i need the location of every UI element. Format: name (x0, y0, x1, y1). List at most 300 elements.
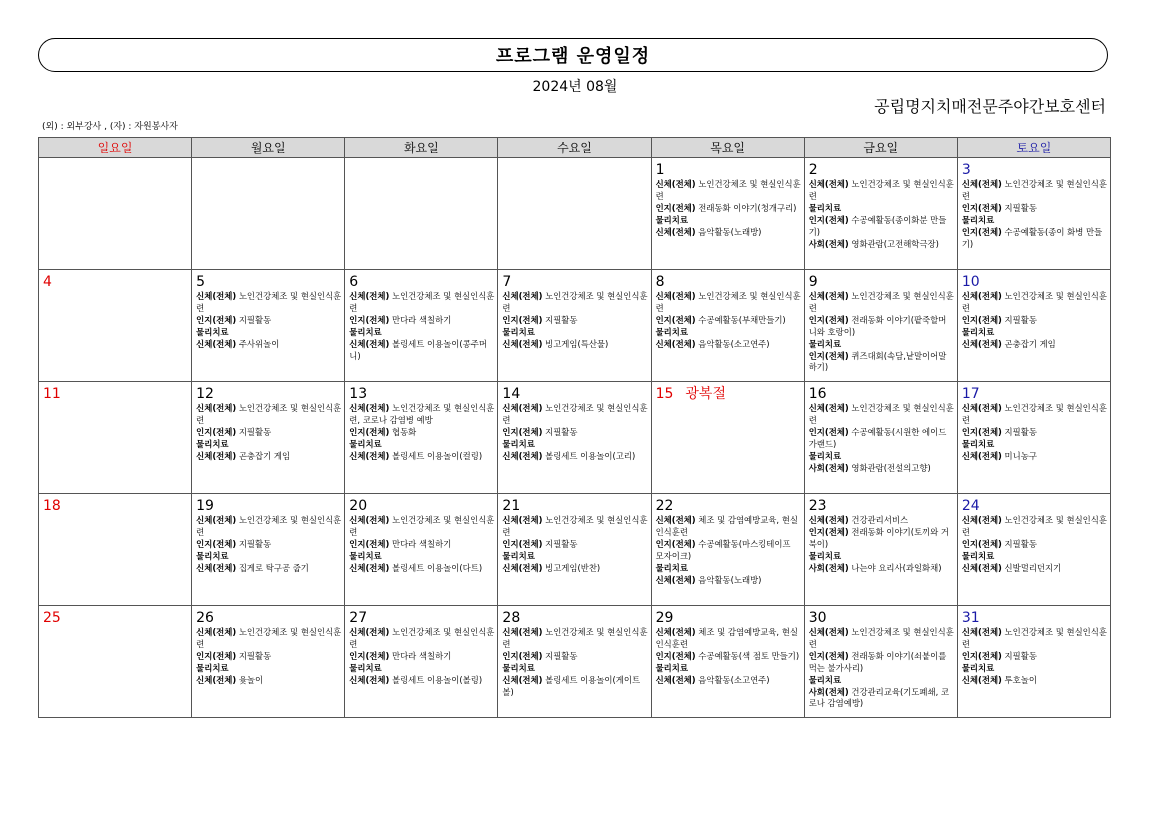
activity-list (656, 515, 801, 586)
activity-category: 물리치료 (961, 662, 995, 673)
activity-item (656, 515, 801, 539)
day-number: 30 (808, 610, 827, 626)
activity-list (196, 515, 341, 575)
day-number: 26 (196, 610, 214, 626)
activity-list (196, 403, 341, 463)
weekday-monday: 월요일 (192, 138, 345, 158)
day-header (196, 495, 341, 514)
activity-category: 신체(전체) (502, 338, 543, 349)
day-cell (804, 606, 957, 718)
activity-category: 인지(전체) (961, 538, 1002, 549)
activity-text: 볼링세트 이용놀이(고리) (545, 450, 636, 461)
activity-category: 물리치료 (961, 550, 995, 561)
activity-text: 노인건강체조 및 현실인식훈련 (196, 515, 342, 537)
activity-item (349, 291, 494, 315)
activity-text: 만다라 색칠하기 (391, 650, 452, 661)
activity-text: 빙고게임(반찬) (545, 562, 601, 573)
activity-text: 지필활동 (238, 650, 272, 661)
day-cell (345, 606, 498, 718)
activity-list (809, 515, 954, 575)
activity-category: 신체(전체) (502, 450, 543, 461)
activity-text: 노인건강체조 및 현실인식훈련 (808, 403, 954, 425)
activity-list (962, 515, 1107, 575)
activity-category: 인지(전체) (961, 426, 1002, 437)
activity-category: 신체(전체) (808, 515, 849, 525)
activity-text: 노인건강체조 및 현실인식훈련, 코로나 감염병 예방 (349, 403, 495, 425)
day-cell (345, 270, 498, 382)
activity-text: 윷놀이 (238, 674, 264, 685)
activity-category: 물리치료 (502, 438, 535, 449)
activity-item (656, 675, 801, 687)
activity-text: 퀴즈대회(속담,낱말이어말하기) (808, 350, 947, 373)
activity-item (962, 651, 1107, 663)
activity-list (196, 291, 341, 351)
day-cell (804, 494, 957, 606)
activity-category: 신체(전체) (961, 674, 1002, 685)
day-cell (804, 270, 957, 382)
activity-text: 음악활동(노래방) (698, 226, 762, 237)
activity-text: 지필활동 (238, 426, 272, 437)
activity-item (656, 627, 801, 651)
activity-category: 물리치료 (655, 326, 688, 337)
activity-category: 인지(전체) (502, 538, 543, 549)
activity-category: 신체(전체) (196, 562, 237, 573)
activity-item (656, 215, 801, 227)
activity-text: 미니농구 (1004, 450, 1037, 461)
activity-list (962, 291, 1107, 351)
activity-text: 볼링세트 이용놀이(볼링) (391, 674, 483, 685)
day-header (502, 495, 647, 514)
activity-category: 신체(전체) (655, 291, 696, 301)
activity-category: 신체(전체) (961, 450, 1002, 461)
title-banner (38, 38, 1108, 72)
activity-text: 수공예활동(부채만들기) (698, 314, 786, 325)
activity-item (809, 463, 954, 475)
day-number: 12 (196, 386, 214, 402)
activity-category: 인지(전체) (196, 538, 237, 549)
day-number: 13 (349, 386, 368, 402)
activity-text: 노인건강체조 및 현실인식훈련 (808, 291, 954, 313)
activity-category: 신체(전체) (961, 338, 1002, 349)
activity-text: 곤충잡기 게임 (1004, 338, 1056, 349)
activity-item (349, 451, 494, 463)
activity-list (502, 515, 647, 575)
day-number: 9 (808, 274, 818, 290)
activity-category: 인지(전체) (961, 226, 1002, 237)
activity-text: 노인건강체조 및 현실인식훈련 (196, 403, 342, 425)
activity-text: 노인건강체조 및 현실인식훈련 (961, 515, 1107, 537)
day-number: 11 (43, 386, 61, 402)
day-number: 21 (502, 498, 521, 514)
activity-category: 물리치료 (961, 214, 995, 225)
activity-category: 사회(전체) (808, 462, 849, 473)
day-number: 6 (349, 274, 359, 290)
activity-item (656, 663, 801, 675)
activity-item (196, 627, 341, 651)
day-header (962, 607, 1107, 626)
day-number: 2 (808, 162, 818, 178)
activity-category: 신체(전체) (349, 450, 390, 461)
activity-item (196, 327, 341, 339)
activity-item (196, 651, 341, 663)
day-header (656, 607, 801, 626)
weekday-wednesday: 수요일 (498, 138, 651, 158)
activity-category: 인지(전체) (808, 426, 849, 437)
activity-list (502, 291, 647, 351)
activity-item (196, 339, 341, 351)
activity-item (196, 427, 341, 439)
activity-item (962, 227, 1107, 251)
day-number: 16 (808, 386, 827, 402)
activity-item (809, 239, 954, 251)
activity-category: 신체(전체) (196, 291, 237, 301)
activity-item (962, 427, 1107, 439)
activity-list (809, 179, 954, 250)
activity-list (349, 291, 494, 362)
activity-text: 노인건강체조 및 현실인식훈련 (502, 291, 648, 313)
activity-category: 신체(전체) (961, 403, 1002, 413)
activity-category: 신체(전체) (961, 179, 1002, 189)
activity-item (349, 515, 494, 539)
activity-text: 투호놀이 (1004, 674, 1037, 685)
activity-list (809, 403, 954, 474)
day-header (349, 383, 494, 402)
activity-category: 물리치료 (961, 326, 995, 337)
activity-category: 신체(전체) (808, 627, 849, 637)
activity-category: 신체(전체) (655, 338, 696, 349)
activity-category: 인지(전체) (808, 526, 849, 537)
calendar-table (38, 137, 1111, 718)
activity-text: 노인건강체조 및 현실인식훈련 (502, 627, 648, 649)
day-cell (498, 606, 651, 718)
day-cell (39, 494, 192, 606)
day-cell (651, 606, 804, 718)
activity-text: 영화관람(고전해학극장) (851, 238, 939, 249)
activity-item (809, 203, 954, 215)
activity-item (809, 551, 954, 563)
day-number: 19 (196, 498, 214, 514)
day-number: 25 (43, 610, 61, 626)
activity-category: 인지(전체) (655, 202, 696, 213)
activity-item (196, 563, 341, 575)
activity-item (809, 451, 954, 463)
activity-item (349, 563, 494, 575)
activity-text: 신발멀리던지기 (1004, 562, 1062, 573)
activity-category: 신체(전체) (502, 562, 543, 573)
activity-item (196, 403, 341, 427)
activity-text: 지필활동 (238, 538, 272, 549)
activity-category: 물리치료 (808, 338, 842, 349)
activity-item (502, 551, 647, 563)
activity-category: 물리치료 (961, 438, 995, 449)
day-header (656, 495, 801, 514)
day-cell (957, 606, 1110, 718)
activity-text: 노인건강체조 및 현실인식훈련 (808, 627, 954, 649)
day-header (809, 159, 954, 178)
activity-text: 주사위놀이 (238, 338, 280, 349)
activity-category: 인지(전체) (349, 426, 390, 437)
activity-category: 신체(전체) (655, 515, 696, 525)
activity-item (349, 315, 494, 327)
activity-item (502, 651, 647, 663)
activity-category: 물리치료 (502, 550, 535, 561)
activity-category: 인지(전체) (808, 314, 849, 325)
activity-text: 볼링세트 이용놀이(콩주머니) (349, 338, 487, 361)
activity-item (962, 327, 1107, 339)
activity-item (349, 675, 494, 687)
day-header (656, 271, 801, 290)
activity-category: 인지(전체) (196, 314, 237, 325)
day-cell (39, 158, 192, 270)
week-row (39, 270, 1111, 382)
day-cell (345, 382, 498, 494)
activity-category: 인지(전체) (196, 650, 237, 661)
day-header (656, 159, 801, 178)
activity-item (349, 539, 494, 551)
activity-category: 신체(전체) (655, 674, 696, 685)
day-cell (345, 158, 498, 270)
day-header (502, 607, 647, 626)
activity-text: 노인건강체조 및 현실인식훈련 (349, 291, 495, 313)
activity-text: 지필활동 (545, 314, 578, 325)
day-header (196, 271, 341, 290)
activity-text: 음악활동(소고연주) (698, 338, 770, 349)
activity-category: 인지(전체) (196, 426, 237, 437)
activity-item (502, 327, 647, 339)
day-cell (498, 494, 651, 606)
activity-text: 노인건강체조 및 현실인식훈련 (655, 179, 801, 201)
day-cell (192, 382, 345, 494)
day-cell (804, 382, 957, 494)
day-number: 24 (961, 498, 980, 514)
activity-text: 노인건강체조 및 현실인식훈련 (961, 627, 1107, 649)
activity-text: 전래동화 이야기(토끼와 거북이) (808, 526, 949, 549)
day-cell (192, 158, 345, 270)
activity-item (656, 339, 801, 351)
activity-category: 신체(전체) (349, 291, 390, 301)
activity-item (962, 339, 1107, 351)
activity-item (656, 315, 801, 327)
day-number: 29 (655, 610, 674, 626)
activity-item (656, 291, 801, 315)
activity-category: 인지(전체) (808, 214, 849, 225)
activity-item (962, 203, 1107, 215)
day-header (809, 607, 954, 626)
activity-list (962, 179, 1107, 250)
activity-text: 수공예활동(종이화분 만들기) (808, 214, 947, 237)
activity-list (656, 179, 801, 239)
activity-category: 신체(전체) (961, 562, 1002, 573)
activity-item (809, 215, 954, 239)
day-header (809, 383, 954, 402)
activity-category: 물리치료 (808, 674, 842, 685)
activity-item (349, 339, 494, 363)
day-cell (192, 606, 345, 718)
activity-text: 노인건강체조 및 현실인식훈련 (196, 627, 342, 649)
activity-category: 신체(전체) (196, 515, 237, 525)
activity-item (809, 527, 954, 551)
activity-category: 물리치료 (196, 326, 229, 337)
activity-category: 인지(전체) (961, 314, 1002, 325)
activity-category: 신체(전체) (961, 627, 1002, 637)
day-cell (957, 158, 1110, 270)
week-row (39, 606, 1111, 718)
activity-item (502, 291, 647, 315)
activity-text: 만다라 색칠하기 (391, 538, 452, 549)
activity-item (962, 451, 1107, 463)
activity-item (502, 427, 647, 439)
day-header (349, 495, 494, 514)
activity-category: 신체(전체) (349, 562, 390, 573)
activity-list (502, 403, 647, 463)
activity-text: 지필활동 (1004, 202, 1037, 213)
day-number: 31 (961, 610, 980, 626)
activity-item (196, 291, 341, 315)
activity-category: 신체(전체) (196, 450, 237, 461)
activity-item (349, 663, 494, 675)
activity-text: 볼링세트 이용놀이(다트) (391, 562, 483, 573)
day-cell (957, 382, 1110, 494)
activity-item (502, 315, 647, 327)
activity-item (349, 427, 494, 439)
day-header (809, 271, 954, 290)
activity-text: 볼링세트 이용놀이(게이트볼) (502, 674, 641, 697)
activity-list (962, 627, 1107, 687)
activity-item (809, 675, 954, 687)
activity-category: 물리치료 (349, 662, 382, 673)
activity-item (196, 315, 341, 327)
activity-category: 물리치료 (349, 438, 382, 449)
week-row (39, 382, 1111, 494)
day-cell (39, 606, 192, 718)
activity-item (502, 515, 647, 539)
activity-item (196, 439, 341, 451)
activity-text: 노인건강체조 및 현실인식훈련 (196, 291, 342, 313)
activity-category: 물리치료 (196, 438, 229, 449)
day-header (656, 383, 801, 402)
activity-category: 신체(전체) (349, 403, 390, 413)
activity-text: 지필활동 (1004, 538, 1037, 549)
activity-category: 물리치료 (655, 214, 688, 225)
activity-category: 인지(전체) (961, 650, 1002, 661)
weekday-header-row (39, 138, 1111, 158)
weekday-saturday: 토요일 (957, 138, 1110, 158)
activity-item (196, 451, 341, 463)
activity-item (809, 339, 954, 351)
day-number: 28 (502, 610, 521, 626)
activity-item (349, 551, 494, 563)
day-cell (651, 158, 804, 270)
activity-item (196, 539, 341, 551)
activity-category: 신체(전체) (502, 403, 543, 413)
day-number: 20 (349, 498, 368, 514)
activity-item (656, 327, 801, 339)
activity-item (962, 663, 1107, 675)
activity-item (502, 627, 647, 651)
activity-category: 물리치료 (808, 202, 842, 213)
activity-category: 인지(전체) (655, 538, 696, 549)
activity-item (809, 651, 954, 675)
activity-item (809, 179, 954, 203)
weekday-friday: 금요일 (804, 138, 957, 158)
day-cell (651, 494, 804, 606)
activity-item (809, 687, 954, 711)
activity-item (196, 551, 341, 563)
day-header (196, 607, 341, 626)
activity-category: 신체(전체) (961, 291, 1002, 301)
day-cell (804, 158, 957, 270)
weekday-sunday: 일요일 (39, 138, 192, 158)
activity-item (349, 403, 494, 427)
day-header (962, 495, 1107, 514)
activity-text: 체조 및 감염예방교육, 현실인식훈련 (655, 515, 798, 537)
activity-item (962, 539, 1107, 551)
day-cell (39, 382, 192, 494)
activity-item (962, 403, 1107, 427)
activity-category: 신체(전체) (808, 179, 849, 189)
day-number: 4 (43, 274, 52, 290)
activity-category: 신체(전체) (808, 291, 849, 301)
activity-category: 사회(전체) (808, 686, 849, 697)
activity-category: 인지(전체) (655, 650, 696, 661)
activity-category: 신체(전체) (196, 403, 237, 413)
activity-text: 수공예활동(시원한 에이드 가랜드) (808, 426, 947, 449)
day-cell (498, 270, 651, 382)
week-row (39, 158, 1111, 270)
activity-text: 노인건강체조 및 현실인식훈련 (655, 291, 801, 313)
day-number: 15 (655, 386, 674, 402)
activity-item (962, 215, 1107, 227)
activity-category: 신체(전체) (961, 515, 1002, 525)
day-cell (957, 494, 1110, 606)
day-cell (192, 494, 345, 606)
activity-item (809, 563, 954, 575)
activity-item (656, 179, 801, 203)
day-header (962, 383, 1107, 402)
activity-text: 음악활동(소고연주) (698, 674, 770, 685)
activity-text: 지필활동 (238, 314, 272, 325)
activity-list (349, 627, 494, 687)
activity-category: 인지(전체) (502, 314, 543, 325)
activity-text: 수공예활동(종이 화병 만들기) (961, 226, 1103, 249)
activity-item (502, 439, 647, 451)
activity-category: 신체(전체) (349, 627, 390, 637)
activity-category: 인지(전체) (961, 202, 1002, 213)
activity-item (502, 339, 647, 351)
day-number: 27 (349, 610, 368, 626)
weekday-thursday: 목요일 (651, 138, 804, 158)
activity-item (809, 627, 954, 651)
day-cell (651, 382, 804, 494)
activity-category: 신체(전체) (196, 674, 237, 685)
month-subtitle: 2024년 08월 (532, 79, 618, 95)
activity-category: 신체(전체) (655, 574, 696, 585)
day-number: 8 (655, 274, 665, 290)
activity-category: 물리치료 (349, 550, 382, 561)
activity-category: 신체(전체) (502, 627, 543, 637)
activity-text: 나는야 요리사(과일화채) (851, 562, 942, 573)
day-cell (39, 270, 192, 382)
activity-category: 신체(전체) (655, 226, 696, 237)
activity-item (962, 315, 1107, 327)
activity-text: 빙고게임(특산물) (545, 338, 609, 349)
day-cell (345, 494, 498, 606)
day-cell (651, 270, 804, 382)
activity-category: 사회(전체) (808, 238, 849, 249)
activity-list (656, 291, 801, 351)
activity-text: 지필활동 (1004, 314, 1037, 325)
activity-category: 신체(전체) (349, 338, 390, 349)
